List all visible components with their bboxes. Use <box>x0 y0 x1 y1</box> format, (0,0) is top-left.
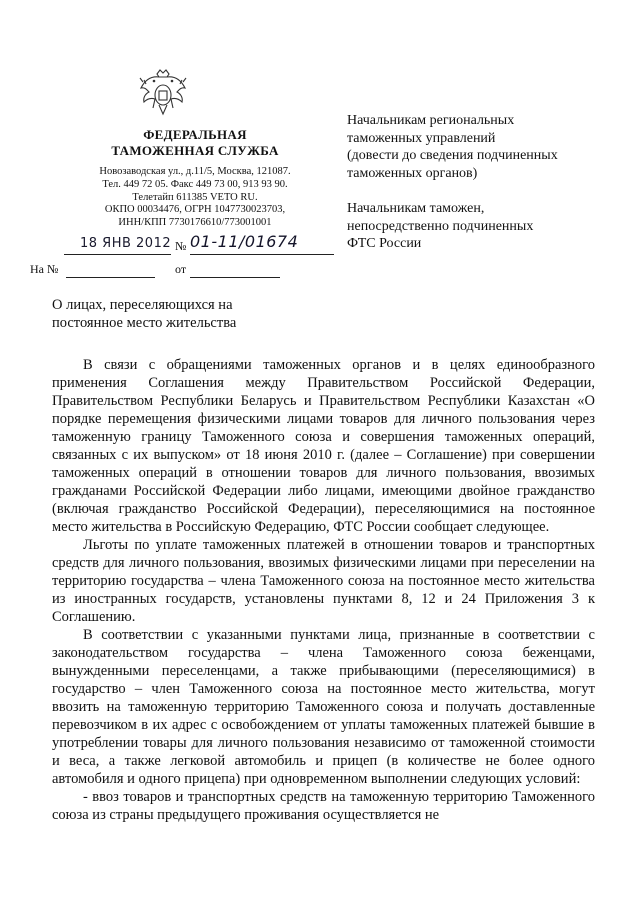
letter-number: 01-11/01674 <box>190 232 299 251</box>
letter-subject <box>52 296 292 332</box>
reference-line <box>30 262 290 280</box>
addressee-line: непосредственно подчиненных <box>347 218 534 234</box>
emblem-icon <box>137 68 189 118</box>
organization-name <box>70 127 320 159</box>
body-paragraph: В связи с обращениями таможенных органов и в целях единообразного применения Соглашения между Правительством Российской Федерации, Правительством Республики Беларусь и Правительством Республики Казахстан «О порядке перемещения физическими лицами товаров для личного пользования через таможенную границу Таможенного союза и совершения таможенных операций, связанных с их выпуском» от 18 июня 2010 г. (далее – Соглашение) при совершении таможенных операций в отношении товаров для личного пользования, ввозимых гражданами Российской Федерации либо лицами, имеющими двойное гражданство (включая гражданство Российской Федерации), переселяющимися на постоянное место жительства в Российскую Федерацию, ФТС России сообщает следующее. <box>52 357 595 535</box>
body-paragraph: - ввоз товаров и транспортных средств на таможенную территорию Таможенного союза из страны предыдущего проживания осуществляется не <box>52 789 595 823</box>
addressee-line: Начальникам таможен, <box>347 201 485 216</box>
address: Новозаводская ул., д.11/5, Москва, 121087. <box>99 166 291 177</box>
addressee-line: (довести до сведения подчиненных <box>347 148 558 163</box>
body-paragraph: Льготы по уплате таможенных платежей в отношении товаров и транспортных средств для личного пользования, ввозимых физическими лицами при переселении на территорию государства – члена Таможенного союза на постоянное место жительства из иностранных государств, установлены пунктами 8, 12 и 24 Приложения 3 к Соглашению. <box>52 537 595 625</box>
addressee-line: ФТС России <box>347 236 422 251</box>
phones: Тел. 449 72 05. Факс 449 73 00, 913 93 90. <box>102 178 288 190</box>
reference-from-label: от <box>175 262 187 276</box>
letter-date: 18 ЯНВ 2012 <box>80 236 172 251</box>
addressee-line: таможенных органов) <box>347 165 478 181</box>
addressee-line: Начальникам региональных <box>347 113 515 128</box>
letter-number-label: № <box>175 239 187 253</box>
body-paragraph: В соответствии с указанными пунктами лица, признанные в соответствии с законодательством государства – члена Таможенного союза беженцами, вынужденными переселенцами, а также прибывающими (переселяющимися) в государство – член Таможенного союза на постоянное место жительства, могут ввозить на таможенную территорию Таможенного союза и получать доставленные перевозчиком в их адрес с освобождением от уплаты таможенных платежей бывшие в употреблении товары для личного пользования независимо от таможенной стоимости и веса, а также легковой автомобиль и прицеп (в количестве не более одного автомобиля и одного прицепа) при одновременном выполнении следующих условий: <box>52 627 595 787</box>
inn-kpp: ИНН/КПП 7730176610/773001001 <box>118 217 272 229</box>
subject-line2: постоянное место жительства <box>52 315 237 331</box>
reference-number-label: На № <box>30 262 59 276</box>
teletype: Телетайп 611385 VETO RU. <box>132 191 258 203</box>
addressee-block <box>347 112 607 253</box>
organization-name-line2: ТАМОЖЕННАЯ СЛУЖБА <box>111 143 279 158</box>
okpo-ogrn: ОКПО 00034476, ОГРН 1047730023703, <box>104 204 286 216</box>
organization-contacts <box>70 166 320 230</box>
letter-body <box>52 356 595 824</box>
addressee-line: таможенных управлений <box>347 130 496 146</box>
organization-name-line1: ФЕДЕРАЛЬНАЯ <box>143 127 247 142</box>
outgoing-registration <box>64 232 334 258</box>
subject-line1: О лицах, переселяющихся на <box>52 297 233 313</box>
